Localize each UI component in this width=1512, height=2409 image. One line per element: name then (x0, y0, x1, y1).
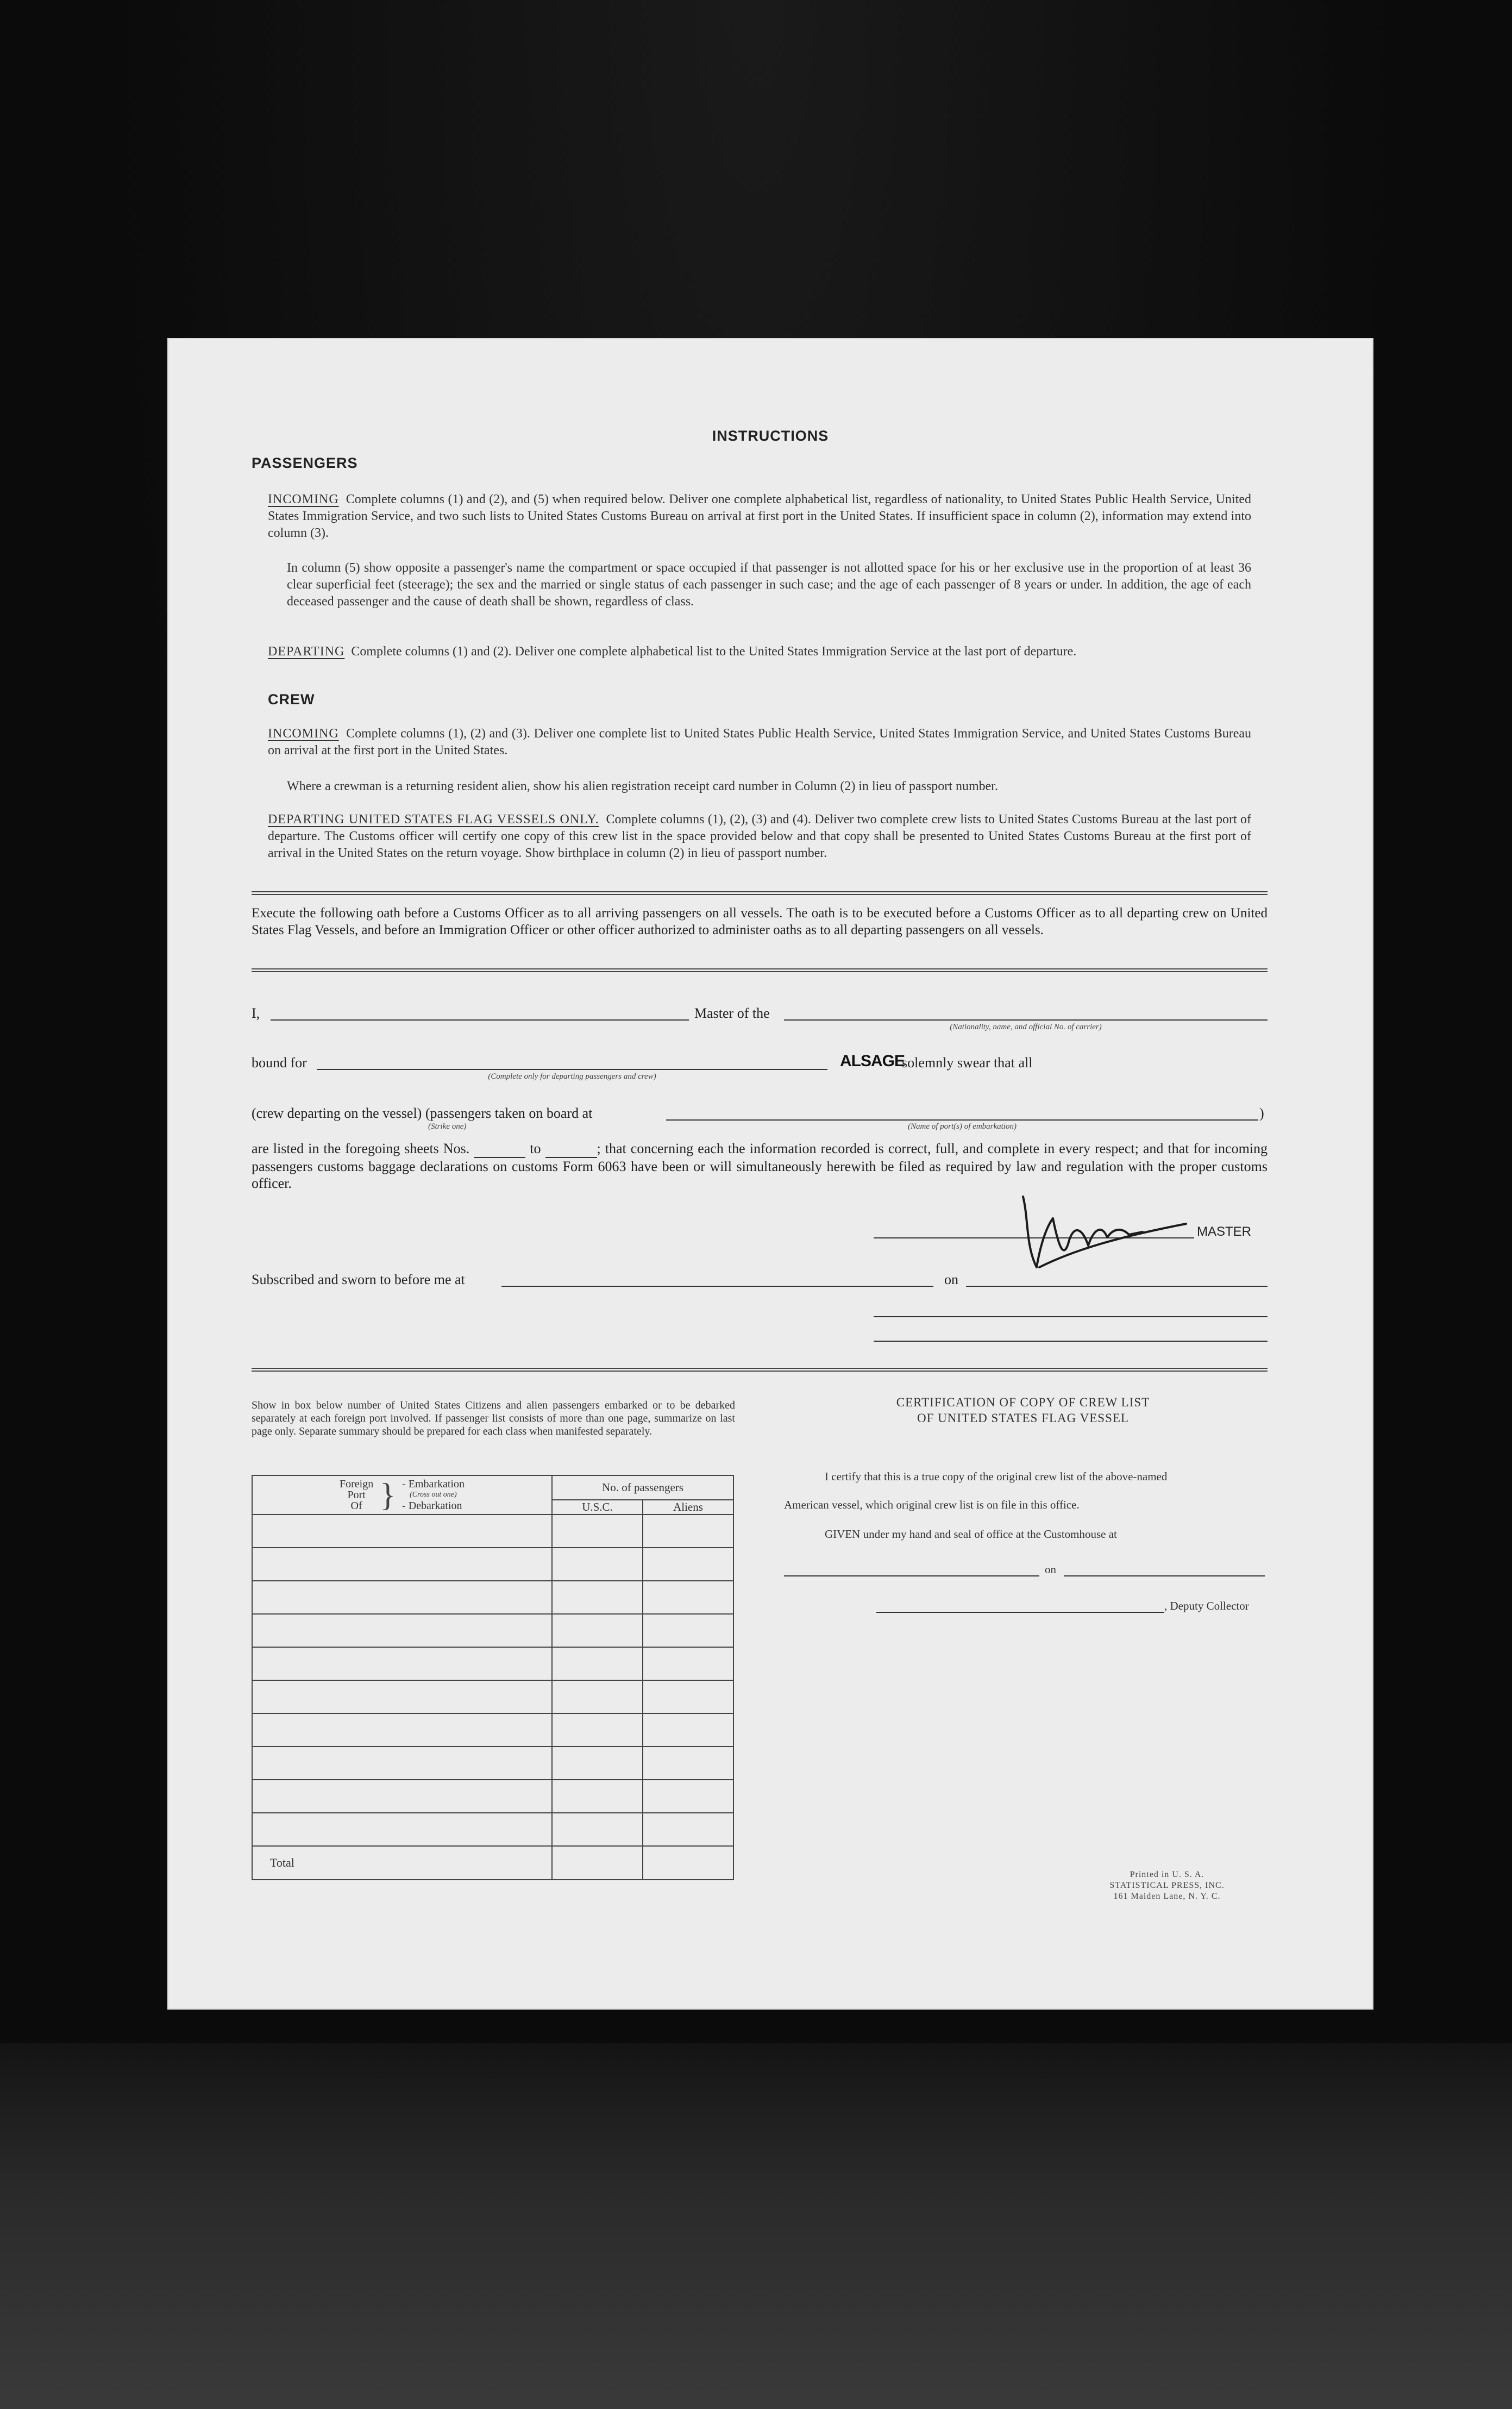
listed-text: are listed in the foregoing sheets Nos. (252, 1141, 470, 1156)
master-signature (1007, 1186, 1213, 1278)
officer-title-line[interactable] (874, 1341, 1268, 1342)
incoming-crew-text: Complete columns (1), (2) and (3). Deliver one complete list to United States Public Health Service, United States Immigration Service, and United States Customs Bureau on arrival at the first port in the United States. (268, 727, 1252, 758)
departing-flag-paragraph (268, 811, 1251, 862)
usc-cell[interactable] (552, 1647, 643, 1680)
passengers-heading: PASSENGERS (252, 455, 358, 471)
strike-caption: (Strike one) (428, 1122, 467, 1131)
certification-title-2: OF UNITED STATES FLAG VESSEL (917, 1411, 1129, 1425)
usc-cell[interactable] (552, 1780, 643, 1813)
departing-passengers-paragraph (268, 643, 1251, 660)
given-text: GIVEN under my hand and seal of office at the Customhouse at (825, 1528, 1117, 1541)
sheet-from-field[interactable] (474, 1140, 525, 1158)
usc-cell[interactable] (552, 1813, 643, 1846)
usc-cell[interactable] (552, 1713, 643, 1747)
sheet-to-field[interactable] (545, 1140, 597, 1158)
port-cell[interactable] (252, 1680, 552, 1713)
subscribed-label: Subscribed and sworn to before me at (252, 1272, 465, 1287)
master-label: MASTER (1197, 1224, 1252, 1239)
usc-cell[interactable] (552, 1581, 643, 1614)
aliens-cell[interactable] (643, 1515, 733, 1548)
crew-departing-text: (crew departing on the vessel) (passengers taken on board at (252, 1105, 593, 1121)
port-header-cell: Foreign Port Of } - Embarkation (Cross out one) - Debarkation (252, 1475, 552, 1515)
departing-flag-label: DEPARTING UNITED STATES FLAG VESSELS ONLY. (268, 812, 599, 827)
printer-line-1: Printed in U. S. A. (1130, 1870, 1204, 1879)
certify-text-2: American vessel, which original crew list is on file in this office. (784, 1498, 1080, 1511)
departing-label: DEPARTING (268, 645, 345, 659)
scanner-bed (0, 2043, 1512, 2409)
usc-cell[interactable] (552, 1548, 643, 1581)
usc-cell[interactable] (552, 1747, 643, 1780)
aliens-cell[interactable] (643, 1614, 733, 1647)
instructions-title: INSTRUCTIONS (712, 428, 829, 444)
port-cell[interactable] (252, 1813, 552, 1846)
aliens-cell[interactable] (643, 1713, 733, 1747)
printer-imprint (1086, 1869, 1249, 1902)
col-of: Of (350, 1500, 362, 1512)
embarkation-port-field[interactable] (666, 1119, 1258, 1121)
departing-flag-text: Complete columns (1), (2), (3) and (4). Deliver two complete crew lists to United States Customs Bureau at the last port of departure. The Customs officer will certify one copy of this crew list in the space provided below and that copy shall be presented to United States Customs Bureau at the first port of arrival in the United States on the return voyage. Show birthplace in column (2) in lieu of passport number. (268, 812, 1251, 860)
port-cell[interactable] (252, 1713, 552, 1747)
incoming-label: INCOMING (268, 492, 339, 506)
aliens-cell[interactable] (643, 1581, 733, 1614)
port-cell[interactable] (252, 1780, 552, 1813)
aliens-header: Aliens (643, 1500, 733, 1515)
certify-text: I certify that this is a true copy of the original crew list of the above-named (825, 1470, 1168, 1483)
column5-paragraph: In column (5) show opposite a passenger's name the compartment or space occupied if that passenger is not allotted space for his or her exclusive use in the proportion of at least 36 clear superficial feet (steerage); the sex and the married or single status of each passenger in such case; and the age of each passenger of 8 years or under. In addition, the age of each deceased passenger and the cause of death shall be shown, regardless of class. (287, 561, 1251, 609)
printer-line-2: STATISTICAL PRESS, INC. (1109, 1881, 1225, 1890)
sworn-place-field[interactable] (501, 1286, 933, 1287)
listed-paragraph (252, 1140, 1268, 1192)
port-cell[interactable] (252, 1747, 552, 1780)
divider-2 (252, 968, 1268, 972)
aliens-cell[interactable] (643, 1813, 733, 1846)
divider-3 (252, 1368, 1268, 1372)
i-label: I, (252, 1005, 260, 1021)
oath-intro: Execute the following oath before a Customs Officer as to all arriving passengers on all vessels. The oath is to be executed before a Customs Officer as to all departing crew on United States Flag Vessels, and before an Immigration Officer or other officer authorized to administer oaths as to all departing passengers on all vessels. (252, 906, 1268, 937)
incoming-crew-label: INCOMING (268, 727, 339, 741)
resident-alien-paragraph: Where a crewman is a returning resident alien, show his alien registration receipt card number in Column (2) in lieu of passport number. (287, 779, 998, 793)
stamped-text: ALSAGE (840, 1052, 905, 1070)
port-cell[interactable] (252, 1581, 552, 1614)
listed-rest: ; that concerning each the information recorded is correct, full, and complete in every respect; and that for incoming passengers customs baggage declarations on customs Form 6063 have been or will simultaneously herewith be filed as required by law and regulation with the proper customs officer. (252, 1141, 1268, 1191)
departing-passengers-text: Complete columns (1) and (2). Deliver one complete alphabetical list to the United States Immigration Service at the last port of departure. (351, 645, 1077, 659)
incoming-crew-paragraph (268, 725, 1251, 759)
aliens-cell[interactable] (643, 1647, 733, 1680)
port-cell[interactable] (252, 1515, 552, 1548)
customhouse-field[interactable] (784, 1575, 1039, 1576)
divider-1 (252, 891, 1268, 895)
summary-instructions: Show in box below number of United States Citizens and alien passengers embarked or to be debarked separately at each foreign port involved. If passenger list consists of more than one page, summarize on last page only. Separate summary should be prepared for each class when manifested separately. (252, 1399, 735, 1437)
col-debarkation: - Debarkation (402, 1500, 462, 1512)
port-cell[interactable] (252, 1548, 552, 1581)
crew-heading: CREW (268, 691, 315, 708)
usc-cell[interactable] (552, 1680, 643, 1713)
bound-for-caption: (Complete only for departing passengers and crew) (488, 1072, 656, 1081)
aliens-cell[interactable] (643, 1680, 733, 1713)
incoming-passengers-text: Complete columns (1) and (2), and (5) when required below. Deliver one complete alphabetical list, regardless of nationality, to United States Public Health Service, United States Immigration Service, and two such lists to United States Customs Bureau on arrival at first port in the United States. If insufficient space in column (2), information may extend into column (3). (268, 492, 1252, 540)
incoming-passengers-paragraph (268, 491, 1251, 542)
master-name-field[interactable] (271, 1019, 689, 1021)
carrier-field[interactable] (784, 1019, 1268, 1021)
usc-cell[interactable] (552, 1515, 643, 1548)
aliens-cell[interactable] (643, 1548, 733, 1581)
cert-on-label: on (1045, 1563, 1056, 1576)
passenger-summary-table (252, 1475, 734, 1880)
officer-signature-line[interactable] (874, 1316, 1268, 1317)
port-cell[interactable] (252, 1647, 552, 1680)
total-label: Total (252, 1846, 552, 1880)
cert-date-field[interactable] (1064, 1575, 1265, 1576)
master-of-label: Master of the (694, 1005, 770, 1021)
port-cell[interactable] (252, 1614, 552, 1647)
to-text: to (530, 1141, 541, 1156)
bound-for-field[interactable] (317, 1069, 827, 1070)
col-foreign: Foreign (340, 1478, 374, 1490)
col-embarkation: - Embarkation (402, 1478, 465, 1490)
printer-line-3: 161 Maiden Lane, N. Y. C. (1113, 1892, 1221, 1901)
usc-header: U.S.C. (552, 1500, 643, 1515)
form-page (167, 338, 1373, 2010)
aliens-cell[interactable] (643, 1747, 733, 1780)
total-aliens-cell[interactable] (643, 1846, 733, 1880)
bound-for-label: bound for (252, 1055, 307, 1071)
usc-cell[interactable] (552, 1614, 643, 1647)
carrier-caption: (Nationality, name, and official No. of carrier) (950, 1023, 1102, 1031)
col-port: Port (347, 1489, 366, 1501)
deputy-signature-field[interactable] (876, 1612, 1164, 1613)
aliens-cell[interactable] (643, 1780, 733, 1813)
sworn-date-field[interactable] (966, 1286, 1268, 1287)
sworn-on-label: on (944, 1272, 958, 1287)
no-passengers-header: No. of passengers (552, 1475, 733, 1500)
embarkation-caption: (Name of port(s) of embarkation) (908, 1122, 1017, 1131)
close-paren: ) (1259, 1105, 1264, 1121)
certification-title-1: CERTIFICATION OF COPY OF CREW LIST (896, 1396, 1150, 1409)
total-usc-cell[interactable] (552, 1846, 643, 1880)
deputy-label: , Deputy Collector (1164, 1599, 1249, 1612)
swear-text: solemnly swear that all (902, 1055, 1033, 1071)
col-cross-out: (Cross out one) (410, 1491, 457, 1499)
